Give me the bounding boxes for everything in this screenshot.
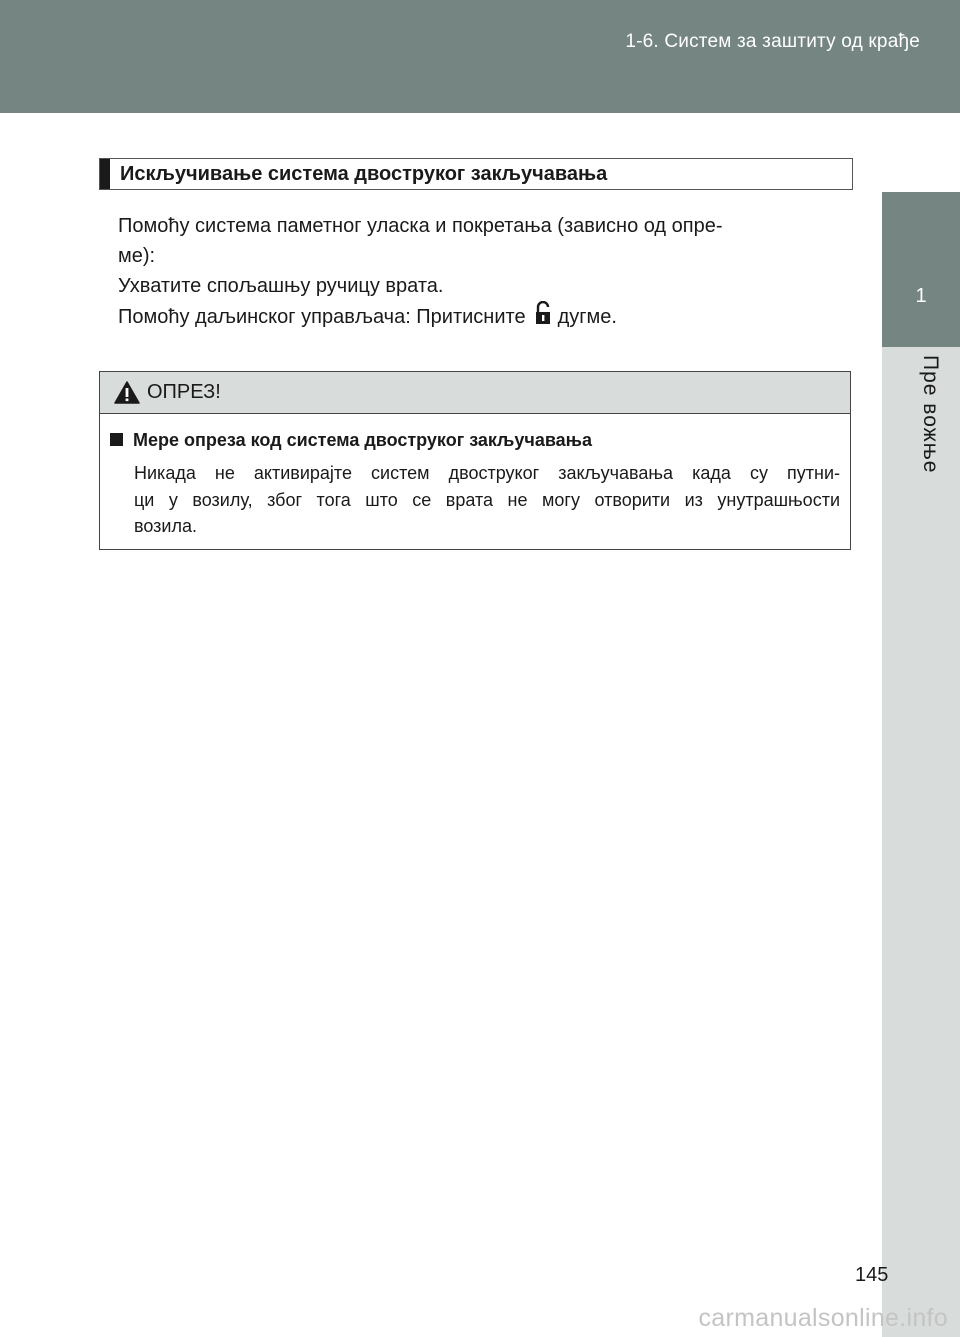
- caution-text-line-3: возила.: [134, 516, 197, 536]
- instruction-line-4-start: Помоћу даљинског управљача: Притисните: [118, 306, 526, 328]
- instruction-line-4-end: дугме.: [557, 306, 617, 328]
- caution-label: ОПРЕЗ!: [147, 381, 221, 403]
- caution-box: [99, 371, 851, 550]
- caution-item-title: [110, 430, 592, 451]
- chapter-tab-strip: [882, 347, 960, 1337]
- section-title: Искључивање система двоструког закључавања: [120, 163, 608, 185]
- caution-item-text: [134, 460, 840, 540]
- instruction-line-2: ме):: [118, 245, 156, 267]
- caution-header: [100, 372, 850, 414]
- section-header: [99, 158, 853, 190]
- chapter-title: Пре вожње: [919, 355, 942, 474]
- caution-text-line-2: ци у возилу, због тога што се врата не могу отворити из унутрашњости: [134, 489, 840, 510]
- header-band: [0, 0, 960, 113]
- running-head: 1-6. Систем за заштиту од крађе: [625, 31, 920, 52]
- unlock-icon: [534, 301, 552, 325]
- caution-text-line-1: Никада не активирајте систем двоструког закључавања када су путни-: [134, 463, 840, 483]
- watermark: carmanualsonline.info: [698, 1304, 948, 1332]
- instruction-line-1: Помоћу система паметног уласка и покретања (зависно од опре-: [118, 215, 723, 237]
- section-header-bar: [100, 159, 110, 189]
- caution-item-title-text: Мере опреза код система двоструког закључавања: [133, 430, 592, 450]
- warning-triangle-icon: [114, 381, 140, 404]
- instruction-line-4: [118, 301, 853, 332]
- chapter-tab: [882, 192, 960, 347]
- square-bullet-icon: [110, 433, 123, 446]
- instruction-line-3: Ухватите спољашњу ручицу врата.: [118, 275, 444, 297]
- chapter-number: 1: [915, 285, 927, 307]
- page-number: 145: [855, 1264, 889, 1286]
